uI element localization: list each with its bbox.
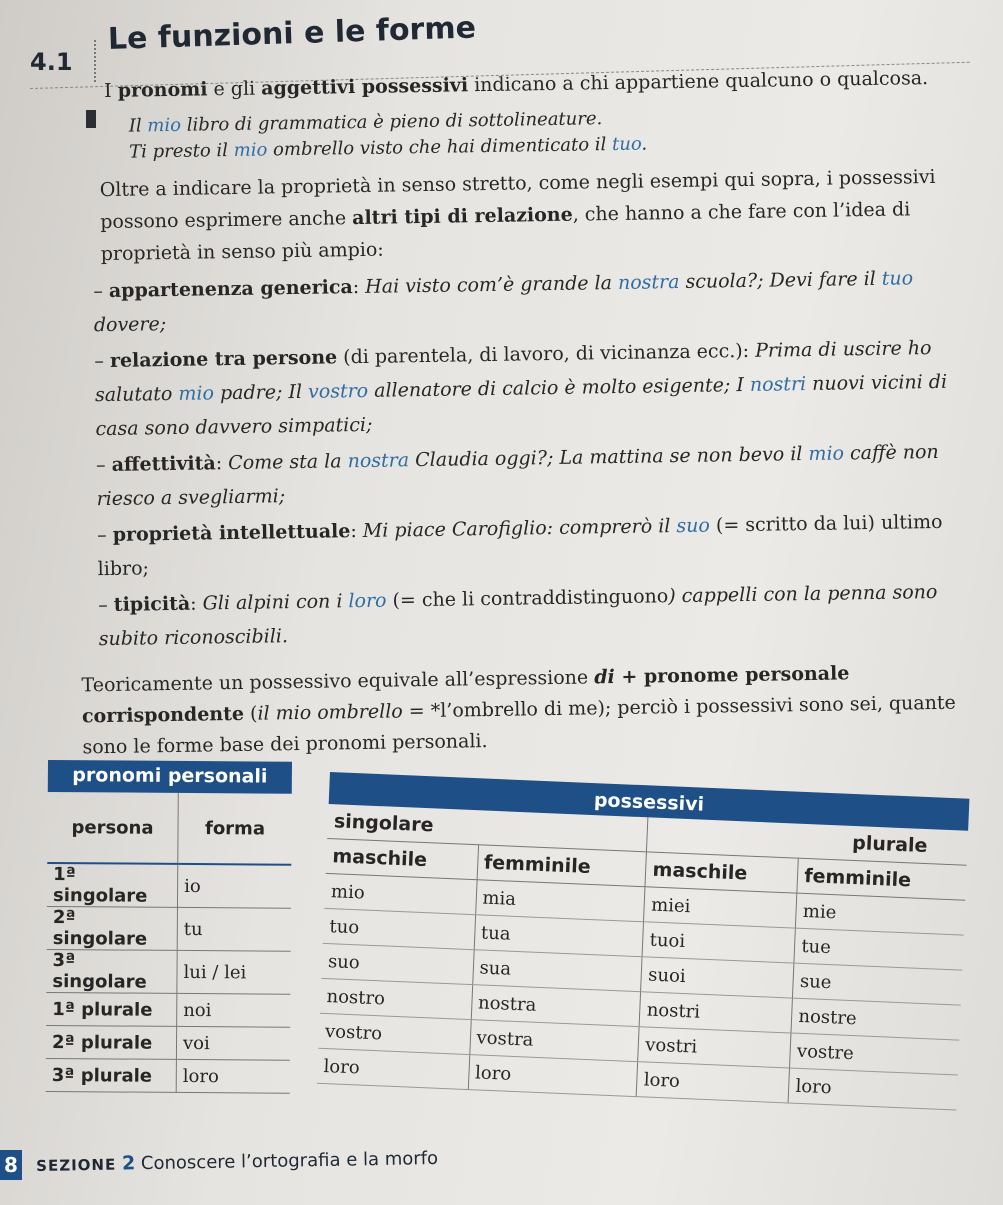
group-plurale: plurale <box>647 817 968 865</box>
table-title: pronomi personali <box>48 760 292 794</box>
header-forma: forma <box>178 793 292 865</box>
header-femminile-sing: femminile <box>477 845 647 887</box>
table-row: loro loro loro loro <box>317 1048 958 1110</box>
table-possessives <box>317 772 970 1111</box>
table-row: nostro nostra nostri nostre <box>320 978 961 1040</box>
table-personal-pronouns <box>46 760 292 1094</box>
section-number: 4.1 <box>30 48 73 76</box>
intro-sentence: I pronomi e gli aggettivi possessivi indicano a chi appartiene qualcuno o qualcosa. <box>104 67 929 102</box>
list-item: – proprietà intellettuale: Mi piace Carofiglio: comprerò il suo (= scritto da lui) ultimo libro; <box>97 510 943 581</box>
section-separator <box>94 40 96 82</box>
header-maschile-sing: maschile <box>326 838 478 879</box>
group-singolare: singolare <box>327 804 648 852</box>
list-item: – relazione tra persone (di parentela, di lavoro, di vicinanza ecc.): Prima di uscire ho salutato mio padre; Il vostro allenatore di calcio è molto esigente; I nostri nuovi vicini di casa sono davvero simpatici; <box>94 337 948 441</box>
paragraph-theory: Teoricamente un possessivo equivale all’espressione di + pronome personale corrispondente (il mio ombrello = *l’ombrello di me); perciò i possessivi sono sei, quante sono le forme base dei pronomi personali. <box>81 662 956 759</box>
table-row: 3ª singolare lui / lei <box>46 949 290 994</box>
page-footer <box>0 1140 700 1200</box>
header-femminile-plur: femminile <box>797 858 966 900</box>
pronouns-grid <box>46 792 292 1094</box>
table-title: possessivi <box>329 772 970 831</box>
header-persona: persona <box>47 792 178 864</box>
table-row: 1ª singolare io <box>47 863 291 908</box>
table-row: 1ª plurale noi <box>46 992 290 1027</box>
example-1: Il mio libro di grammatica è pieno di sottolineature. <box>128 108 603 137</box>
bullet-square <box>86 110 96 128</box>
section-title: Le funzioni e le forme <box>107 10 477 57</box>
list-item: – tipicità: Gli alpini con i loro (= che li contraddistinguono) cappelli con la penna sono subito riconoscibili. <box>98 580 938 651</box>
table-row: vostro vostra vostri vostre <box>318 1013 959 1075</box>
list-item: – appartenenza generica: Hai visto com’è grande la nostra scuola?; Devi fare il tuo dovere; <box>93 267 914 337</box>
table-row: 2ª singolare tu <box>47 906 291 951</box>
possessives-grid <box>317 804 968 1111</box>
footer-text: SEZIONE 2 Conoscere l’ortografia e la morfo <box>36 1147 439 1175</box>
table-row: tuo tua tuoi tue <box>323 908 964 970</box>
example-2: Ti presto il mio ombrello visto che hai dimenticato il tuo. <box>129 133 648 163</box>
body-text <box>81 64 995 763</box>
table-row: mio mia miei mie <box>324 873 965 935</box>
header-maschile-plur: maschile <box>645 852 798 893</box>
table-row: suo sua suoi sue <box>321 943 962 1005</box>
relation-list <box>93 260 993 656</box>
page-number: 8 <box>0 1150 22 1180</box>
list-item: – affettività: Come sta la nostra Claudia oggi?; La mattina se non bevo il mio caffè non riesco a svegliarmi; <box>95 440 939 511</box>
table-row: 3ª plurale loro <box>46 1058 290 1093</box>
table-row: 2ª plurale voi <box>46 1025 290 1060</box>
paragraph-relations: Oltre a indicare la proprietà in senso stretto, come negli esempi qui sopra, i possessivi possono esprimere anche altri tipi di relazione, che hanno a che fare con l’idea di proprietà in senso più ampio: <box>99 165 936 266</box>
